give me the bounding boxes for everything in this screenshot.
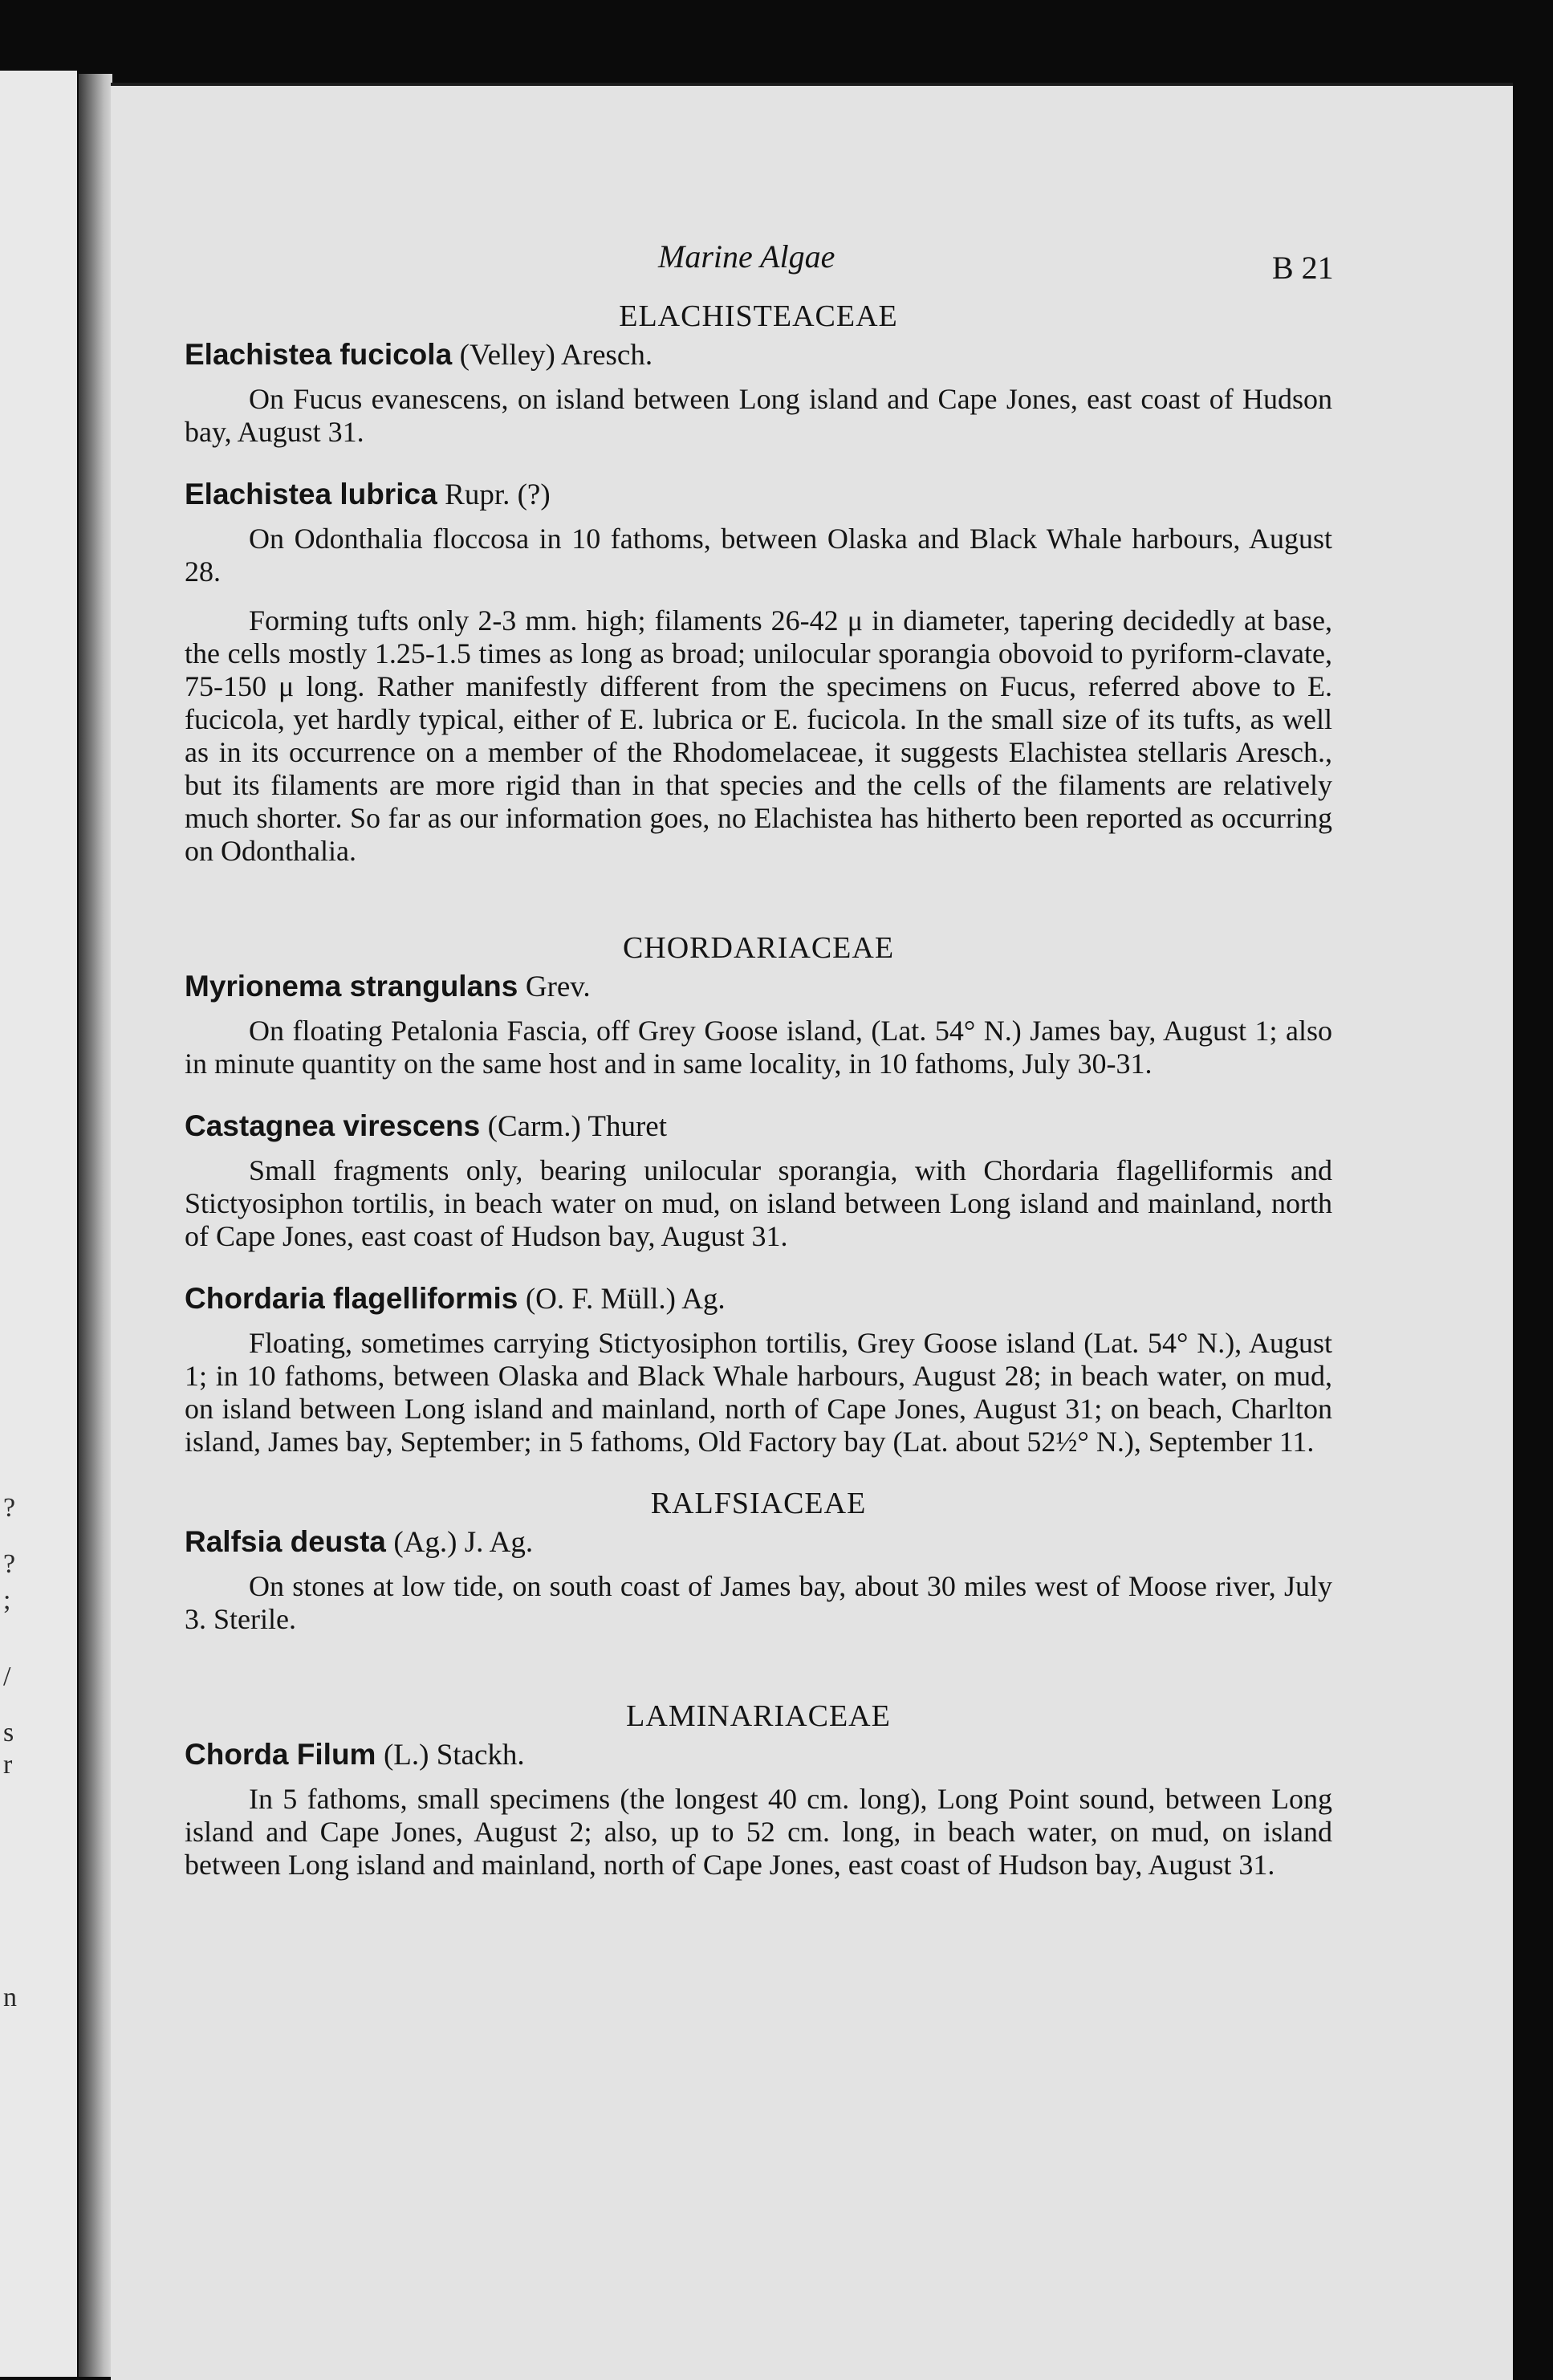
book-spine: [79, 74, 112, 2377]
species-authority: (L.) Stackh.: [383, 1739, 525, 1772]
page-number: B 21: [1272, 250, 1334, 286]
species-authority: (Ag.) J. Ag.: [393, 1526, 534, 1559]
species-heading: [185, 970, 1332, 1003]
margin-mark: ?: [3, 1549, 16, 1579]
page-body: [185, 238, 1332, 1910]
species-paragraph: On floating Petalonia Fascia, off Grey Goose island, (Lat. 54° N.) James bay, August 1; also in minute quantity on the same host and in same locality, in 10 fathoms, July 30-31.: [185, 1015, 1332, 1080]
margin-mark: ?: [3, 1493, 16, 1523]
species-paragraph: Small fragments only, bearing unilocular sporangia, with Chordaria flagelliformis and Stictyosiphon tortilis, in beach water on mud, on island between Long island and mainland, north of Cape Jones, east coast of Hudson bay, August 31.: [185, 1154, 1332, 1252]
species-name: Chorda Filum: [185, 1738, 376, 1771]
margin-mark: ;: [3, 1585, 11, 1615]
running-title: Marine Algae: [658, 238, 835, 275]
species-paragraph: Forming tufts only 2-3 mm. high; filaments 26-42 μ in diameter, tapering decidedly at base, the cells mostly 1.25-1.5 times as long as broad; unilocular sporangia obovoid to pyriform-clavate, 75-150 μ long. Rather manifestly different from the specimens on Fucus, referred above to E. fucicola, yet hardly typical, either of E. lubrica or E. fucicola. In the small size of its tufts, as well as in its occurrence on a member of the Rhodomelaceae, it suggests Elachistea stellaris Aresch., but its filaments are more rigid than in that species and the cells of the filaments are relatively much shorter. So far as our information goes, no Elachistea has hitherto been reported as occurring on Odonthalia.: [185, 604, 1332, 867]
margin-mark: s: [3, 1718, 14, 1747]
family-heading: CHORDARIACEAE: [622, 931, 895, 965]
species-paragraph: On stones at low tide, on south coast of James bay, about 30 miles west of Moose river, July 3. Sterile.: [185, 1570, 1332, 1635]
species-heading: [185, 1738, 1332, 1772]
species-heading: [185, 1282, 1332, 1316]
species-authority: (Carm.) Thuret: [487, 1110, 667, 1143]
species-name: Elachistea fucicola: [185, 338, 453, 371]
species-name: Myrionema strangulans: [185, 970, 518, 1003]
margin-mark: /: [3, 1662, 11, 1691]
species-authority: (O. F. Müll.) Ag.: [525, 1283, 726, 1316]
species-paragraph: In 5 fathoms, small specimens (the longest 40 cm. long), Long Point sound, between Long island and Cape Jones, August 2; also, up to 52 cm. long, in beach water, on mud, on island between Long island and mainland, north of Cape Jones, east coast of Hudson bay, August 31.: [185, 1783, 1332, 1881]
species-paragraph: On Odonthalia floccosa in 10 fathoms, between Olaska and Black Whale harbours, August 28.: [185, 523, 1332, 588]
species-authority: Rupr. (?): [445, 478, 551, 511]
family-heading: RALFSIACEAE: [650, 1487, 867, 1520]
species-heading: [185, 1109, 1332, 1143]
species-heading: [185, 478, 1332, 511]
family-heading: ELACHISTEACEAE: [619, 299, 898, 333]
margin-mark: n: [3, 1983, 17, 2012]
species-name: Elachistea lubrica: [185, 478, 437, 511]
species-name: Ralfsia deusta: [185, 1525, 386, 1558]
species-name: Chordaria flagelliformis: [185, 1282, 518, 1315]
species-authority: Grev.: [525, 970, 591, 1003]
species-authority: (Velley) Aresch.: [459, 339, 653, 372]
species-paragraph: Floating, sometimes carrying Stictyosiphon tortilis, Grey Goose island (Lat. 54° N.), August 1; in 10 fathoms, between Olaska and Black Whale harbours, August 28; in beach water, on mud, on island between Long island and mainland, north of Cape Jones, August 31; on beach, Charlton island, James bay, September; in 5 fathoms, Old Factory bay (Lat. about 52½° N.), September 11.: [185, 1327, 1332, 1458]
species-paragraph: On Fucus evanescens, on island between Long island and Cape Jones, east coast of Hudson bay, August 31.: [185, 383, 1332, 448]
facing-page-margin-marks: [0, 0, 77, 2377]
species-name: Castagnea virescens: [185, 1109, 481, 1142]
species-heading: [185, 1525, 1332, 1559]
species-heading: [185, 338, 1332, 372]
margin-mark: r: [3, 1750, 13, 1780]
family-heading: LAMINARIACEAE: [626, 1699, 891, 1733]
